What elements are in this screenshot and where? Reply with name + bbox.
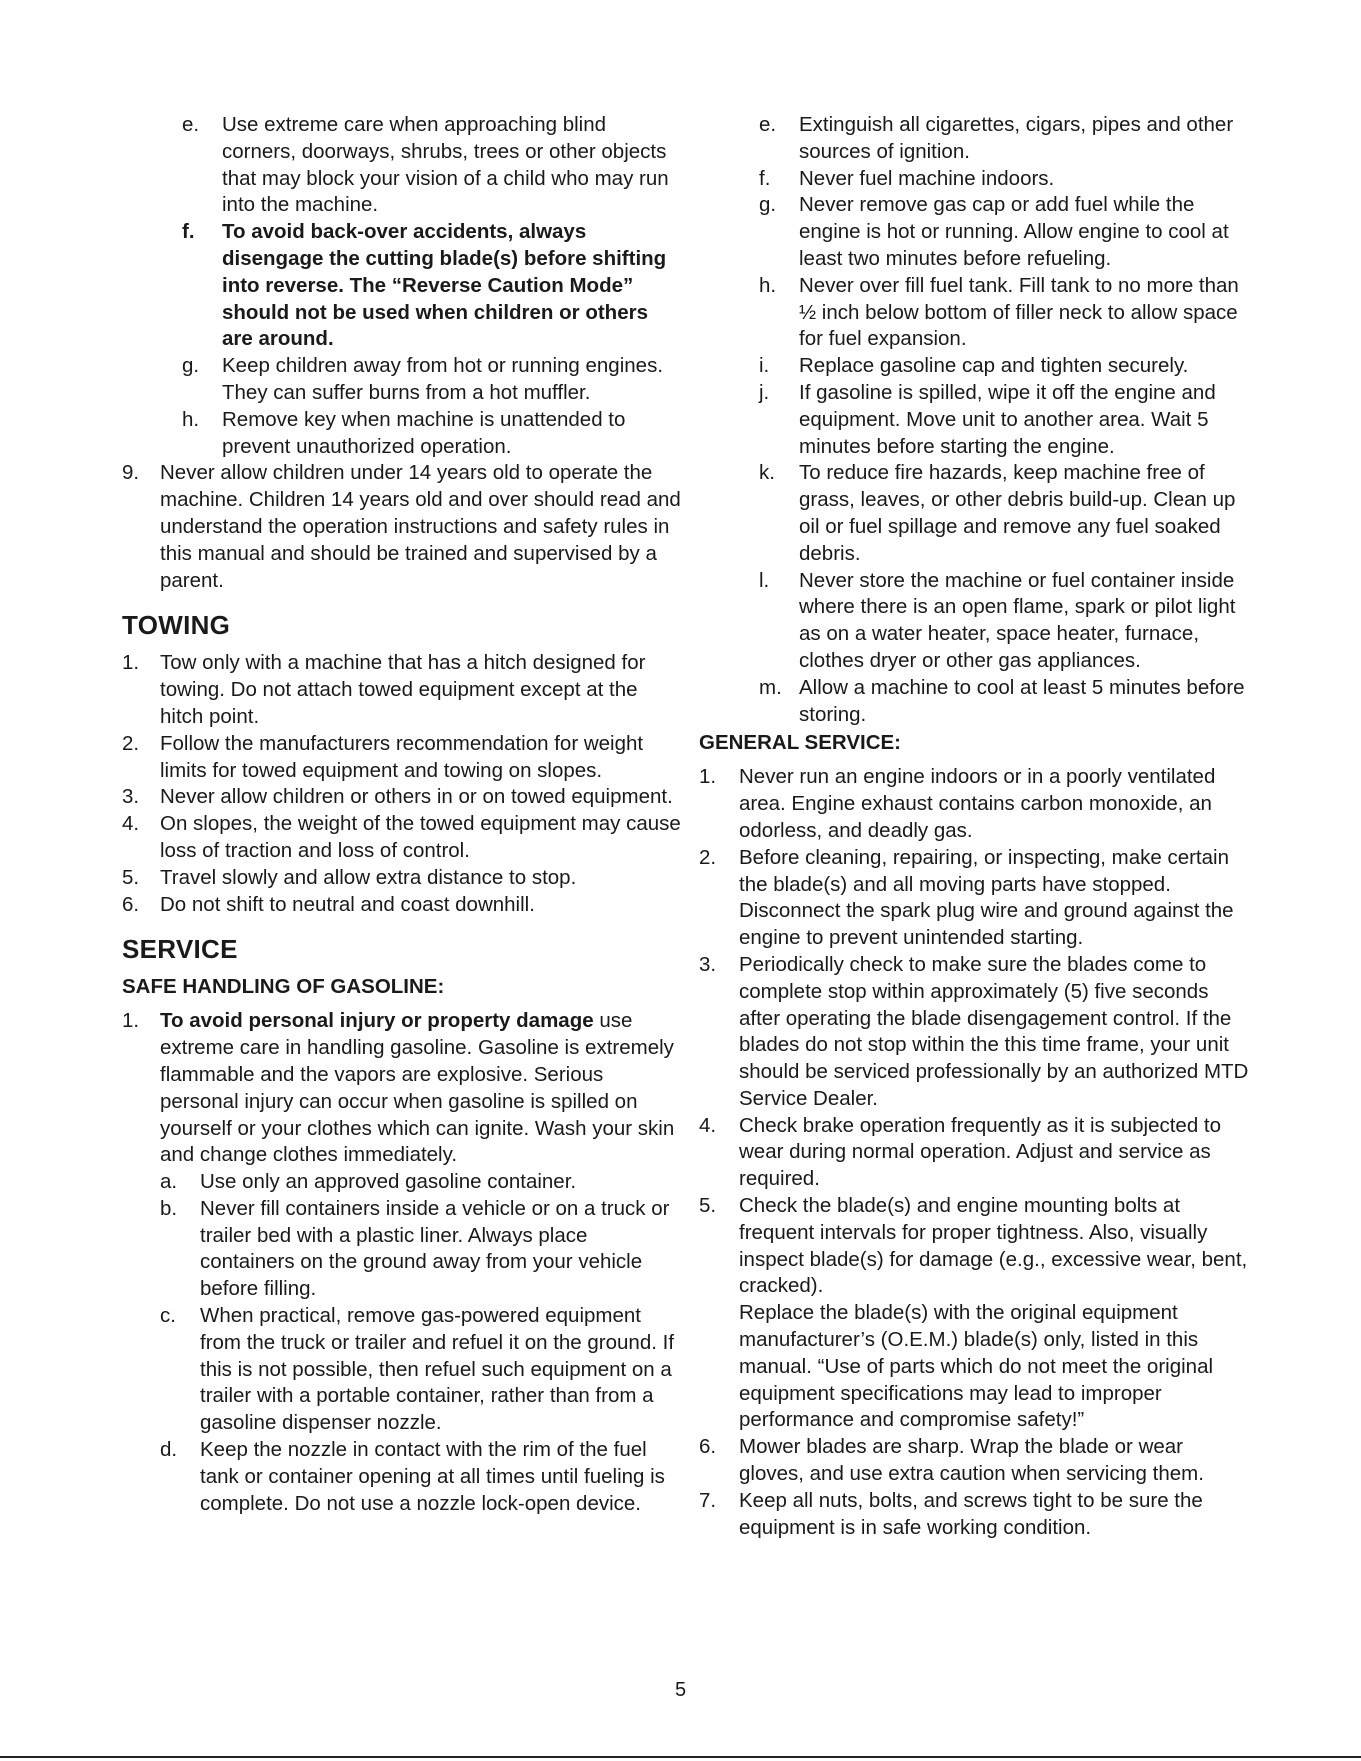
item-text: On slopes, the weight of the towed equipment may cause loss of traction and loss of control. [160,812,681,862]
list-item [699,1193,1249,1434]
list-item [122,731,682,785]
item-text: Never fill containers inside a vehicle or on a truck or trailer bed with a plastic liner. Always place containers on the ground away from your vehicle before filling. [200,1196,670,1301]
item-marker: 7. [699,1488,717,1512]
item-marker: f. [759,166,771,190]
item-text: Never run an engine indoors or in a poorly ventilated area. Engine exhaust contains carbon monoxide, an odorless, and deadly gas. [739,765,1216,842]
list-item [699,845,1249,952]
list-item [122,1303,682,1437]
list-item [699,166,1249,193]
item-marker: 3. [122,785,140,809]
item-marker: i. [759,354,770,378]
item-marker: 4. [122,812,140,836]
item-marker: j. [759,380,770,404]
list-item [122,112,682,219]
list-item [699,192,1249,272]
item-text: Check brake operation frequently as it is subjected to wear during normal operation. Adjust and service as required. [739,1113,1222,1191]
item-marker: 5. [699,1194,717,1218]
item-text: If gasoline is spilled, wipe it off the engine and equipment. Move unit to another area. Wait 5 minutes before starting the engine. [799,380,1216,458]
item-marker: d. [160,1438,178,1462]
item-text [739,1193,1249,1434]
left-column [122,112,682,1517]
item-text: Travel slowly and allow extra distance to stop. [160,865,577,889]
list-item [699,1488,1249,1542]
item-continuation: Replace the blade(s) with the original equipment manufacturer’s (O.E.M.) blade(s) only, listed in this manual. “Use of parts which do not meet the original equipment specifications may lead to improper performance and compromise safety!” [739,1301,1214,1432]
item-text: Use only an approved gasoline container. [200,1170,577,1194]
item-marker: g. [182,354,200,378]
item-text: Use extreme care when approaching blind corners, doorways, shrubs, trees or other objects that may block your vision of a child who may run into the machine. [222,113,669,217]
item-text: Never remove gas cap or add fuel while the engine is hot or running. Allow engine to cool at least two minutes before refueling. [799,193,1229,270]
item-marker: l. [759,568,770,592]
item-text: Allow a machine to cool at least 5 minutes before storing. [799,675,1245,726]
list-item [122,1437,682,1517]
list-item [122,784,682,811]
item-text: Keep the nozzle in contact with the rim of the fuel tank or container opening at all times until fueling is complete. Do not use a nozzle lock-open device. [200,1438,665,1515]
page-number: 5 [674,1679,687,1701]
list-item [699,568,1249,675]
item-marker: 1. [122,651,140,675]
item-marker: 6. [122,892,140,916]
item-text: Tow only with a machine that has a hitch designed for towing. Do not attach towed equipment except at the hitch point. [160,651,646,728]
list-item [699,112,1249,166]
list-item [699,353,1249,380]
list-item [122,353,682,407]
list-item [122,219,682,353]
item-text: To reduce fire hazards, keep machine free of grass, leaves, or other debris build-up. Clean up oil or fuel spillage and remove any fuel soaked debris. [799,461,1236,565]
item-marker: c. [160,1304,176,1328]
item-marker: 5. [122,865,140,889]
item-marker: e. [759,113,777,136]
list-item [699,380,1249,460]
item-marker: 9. [122,461,140,485]
item-text: Never store the machine or fuel container inside where there is an open flame, spark or pilot light as on a water heater, space heater, furnace, clothes dryer or other gas appliances. [799,568,1236,672]
list-item [699,273,1249,353]
item-marker: b. [160,1196,178,1220]
list-item [122,1008,682,1169]
item-marker: h. [182,407,200,431]
item-marker: 3. [699,952,717,976]
item-text: To avoid back-over accidents, always disengage the cutting blade(s) before shifting into reverse. The “Reverse Caution Mode” should not be used when children or others are around. [222,220,667,351]
item-text: Remove key when machine is unattended to prevent unauthorized operation. [222,407,626,458]
item-marker: a. [160,1170,178,1194]
list-item [122,1196,682,1303]
item-body: Check the blade(s) and engine mounting bolts at frequent intervals for proper tightness. Also, visually inspect blade(s) for damage (e.g., excessive wear, bent, cracked). [739,1194,1248,1298]
item-text: Keep all nuts, bolts, and screws tight to be sure the equipment is in safe working condition. [739,1488,1203,1539]
list-item [699,764,1249,844]
item-marker: 2. [699,845,717,869]
item-text: Follow the manufacturers recommendation for weight limits for towed equipment and towing on slopes. [160,731,644,782]
list-item [122,892,682,919]
item-marker: m. [759,675,782,699]
list-item [699,1113,1249,1193]
item-text [160,1008,682,1169]
item-text: Before cleaning, repairing, or inspecting, make certain the blade(s) and all moving parts have stopped. Disconnect the spark plug wire and ground against the engine to prevent unintended starting. [739,845,1234,950]
item-marker: f. [182,220,195,244]
list-item [122,407,682,461]
section-heading-towing: TOWING [122,610,231,641]
item-text: Replace gasoline cap and tighten securely. [799,354,1189,378]
right-column [699,112,1249,1541]
list-item [699,1434,1249,1488]
item-marker: 4. [699,1113,717,1137]
list-item [122,865,682,892]
list-item [122,1169,682,1196]
subsection-heading-gasoline: SAFE HANDLING OF GASOLINE: [122,975,445,999]
item-marker: g. [759,193,777,217]
item-marker: 6. [699,1435,717,1459]
item-marker: 2. [122,731,140,755]
list-item [699,460,1249,567]
item-text: Periodically check to make sure the blades come to complete stop within approximately (5) five seconds after operating the blade disengagement control. If the blades do not stop within the this time frame, your unit should be serviced professionally by an authorized MTD Service Dealer. [739,952,1249,1110]
item-text: Never fuel machine indoors. [799,166,1055,190]
item-text: Mower blades are sharp. Wrap the blade or wear gloves, and use extra caution when servicing them. [739,1435,1204,1486]
item-marker: 1. [699,765,717,789]
list-item [122,811,682,865]
subsection-heading-general-service: GENERAL SERVICE: [699,731,902,755]
item-text: Do not shift to neutral and coast downhill. [160,892,535,916]
list-item [122,650,682,730]
item-text: Extinguish all cigarettes, cigars, pipes and other sources of ignition. [799,113,1234,163]
list-item [699,675,1249,729]
item-text: Never allow children under 14 years old to operate the machine. Children 14 years old and over should read and understand the operation instructions and safety rules in this manual and should be trained and supervised by a parent. [160,461,681,592]
section-heading-service: SERVICE [122,934,238,965]
item-text: Keep children away from hot or running engines. They can suffer burns from a hot muffler. [222,354,664,404]
item-bold-lead: To avoid personal injury or property damage [160,1009,594,1033]
item-text: Never over fill fuel tank. Fill tank to no more than ½ inch below bottom of filler neck to allow space for fuel expansion. [799,273,1239,351]
list-item [699,952,1249,1113]
item-marker: 1. [122,1009,140,1033]
item-text: Never allow children or others in or on towed equipment. [160,785,673,809]
item-marker: e. [182,113,200,136]
bottom-rule [0,1756,1361,1758]
list-item [122,460,682,594]
item-marker: k. [759,461,775,485]
item-text: When practical, remove gas-powered equipment from the truck or trailer and refuel it on the ground. If this is not possible, then refuel such equipment on a trailer with a portable container, rather than from a gasoline dispenser nozzle. [200,1304,675,1435]
item-body: use extreme care in handling gasoline. Gasoline is extremely flammable and the vapors are explosive. Serious personal injury can occur when gasoline is spilled on yourself or your clothes which can ignite. Wash your skin and change clothes immediately. [160,1009,675,1167]
item-marker: h. [759,273,777,297]
